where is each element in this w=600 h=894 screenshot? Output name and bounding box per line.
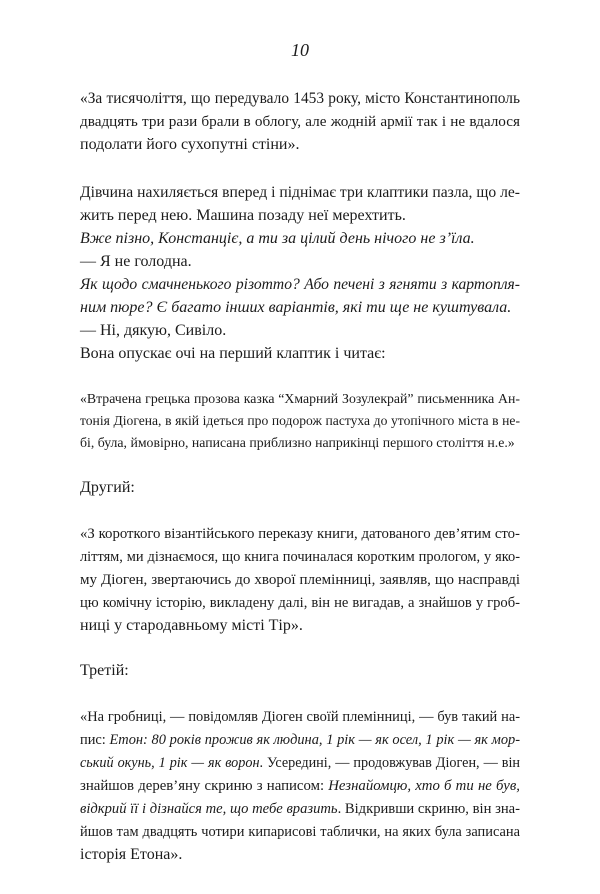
quote-3-line-2: літтям, ми дізнаємося, що книга починалася коротким прологом, у яко- (80, 549, 520, 565)
machine-line-2a: Як щодо смачненького різотто? Або печені з ягняти з картопля- (80, 276, 520, 293)
quote-4-inscription-b: ський окунь, 1 рік — як ворон (80, 755, 260, 771)
quote-4-line-2 (80, 729, 520, 751)
quote-4-line-3 (80, 752, 520, 774)
quote-3-line-3: му Діоген, звертаючись до хворої племінниці, заявляв, що насправді (80, 572, 520, 588)
quote-4-line-5 (80, 798, 520, 820)
quote-4-line-2-a: пис: (80, 732, 110, 748)
paragraph-1-line-2: жить перед нею. Машина позаду неї мерехтить. (80, 207, 406, 224)
quote-4-line-4-a: знайшов дерев’яну скриню з написом: (80, 778, 329, 794)
paragraph-1-line-1: Дівчина нахиляється вперед і піднімає три клаптики пазла, що ле- (80, 184, 520, 201)
quote-3-line-1: «З короткого візантійського переказу книги, датованого дев’ятим сто- (80, 526, 520, 542)
quote-4-line-7: історія Етона». (80, 846, 183, 863)
quote-3-line-4: цю комічну історію, викладену далі, він не вигадав, а знайшов у гроб- (80, 595, 520, 611)
quote-4-inscription-d: відкрий її і дізнайся те, що тебе вразить (80, 801, 338, 817)
quote-4-line-4 (80, 775, 520, 797)
quote-4-line-3-c: . Усередині, — продовжував Діоген, — він (259, 755, 520, 771)
quote-4-line-5-c: . Відкривши скриню, він зна- (337, 801, 520, 817)
quote-1-line-2: двадцять три рази брали в облогу, але жодній армії так і не вдалося (80, 113, 520, 130)
quote-4-inscription-c: Незнайомцю, хто б ти не був, (328, 778, 520, 794)
quote-4-inscription-a: Етон: 80 років прожив як людина, 1 рік — як осел, 1 рік — як мор- (109, 732, 521, 748)
quote-1-line-1: «За тисячоліття, що передувало 1453 року, місто Константинополь (80, 90, 520, 107)
reply-line-2: — Ні, дякую, Сивіло. (80, 322, 227, 339)
quote-3-line-5: ниці у стародавньому місті Тір». (80, 617, 303, 634)
second-label: Другий: (80, 479, 135, 496)
quote-1-line-3: подолати його сухопутні стіни». (80, 136, 300, 153)
third-label: Третій: (80, 662, 129, 679)
quote-2-line-2: тонія Діогена, в якій ідеться про подорож пастуха до утопічного міста в не- (80, 413, 520, 428)
page-number: 10 (291, 40, 309, 60)
machine-line-2b: ним пюре? Є багато інших варіантів, які ти ще не куштувала. (80, 299, 512, 316)
quote-2-line-3: бі, була, ймовірно, написана приблизно наприкінці першого століття н.е.» (80, 435, 515, 450)
quote-4-line-6: йшов там двадцять чотири кипарисові таблички, на яких була записана (80, 824, 520, 840)
reply-line-1: — Я не голодна. (80, 253, 192, 270)
machine-line-1: Вже пізно, Констанціє, а ти за цілий день нічого не з’їла. (80, 230, 475, 247)
paragraph-2: Вона опускає очі на перший клаптик і читає: (80, 345, 386, 362)
quote-2-line-1: «Втрачена грецька прозова казка “Хмарний Зозулекрай” письменника Ан- (80, 391, 520, 406)
quote-4-line-1: «На гробниці, — повідомляв Діоген своїй племінниці, — був такий на- (80, 709, 520, 725)
